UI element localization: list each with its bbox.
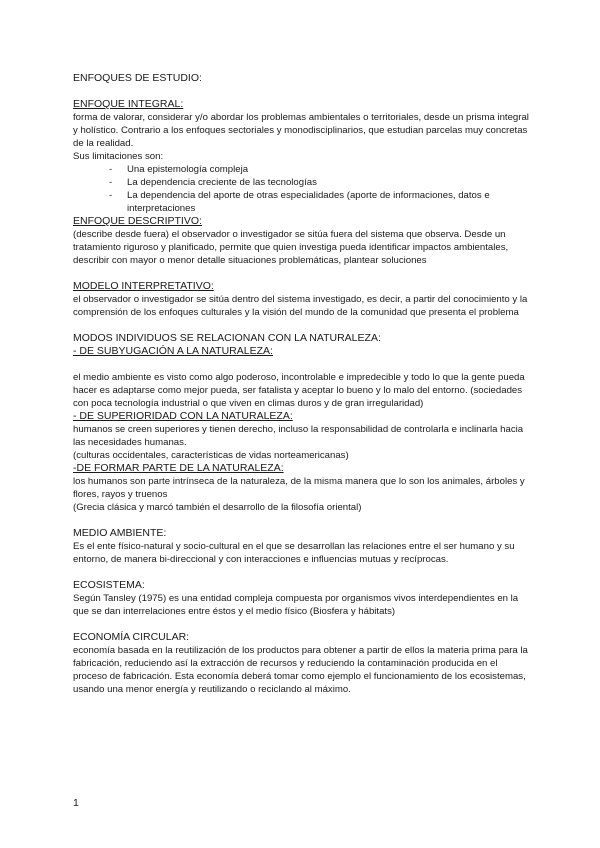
interpretativo-body: el observador o investigador se sitúa dentro del sistema investigado, es decir, a partir del conocimiento y la comprensión de los enfoques culturales y la visión del mundo de la comunidad que presenta el problema [73, 294, 528, 318]
superioridad-heading: - DE SUPERIORIDAD CON LA NATURALEZA: [73, 410, 293, 422]
superioridad-note: (culturas occidentales, características de vidas norteamericanas) [73, 450, 349, 461]
integral-body: forma de valorar, considerar y/o abordar los problemas ambientales o territoriales, desde un prisma integral y holístico. Contrario a los enfoques sectoriales y monodisciplinarios, que estudian parcelas muy concretas de la realidad. [73, 112, 529, 149]
subyugacion-body: el medio ambiente es visto como algo poderoso, incontrolable e impredecible y todo lo que la gente pueda hacer es adaptarse como mejor pueda, ser fatalista y aceptar lo bueno y lo malo del entorno. (sociedades con poca tecnología industrial o que viven en climas duros y de gran irregularidad) [73, 372, 525, 409]
integral-heading: ENFOQUE INTEGRAL: [73, 98, 184, 110]
list-item: - Una epistemología compleja [109, 163, 533, 176]
subyugacion-heading: - DE SUBYUGACIÓN A LA NATURALEZA: [73, 345, 273, 357]
limits-label: Sus limitaciones son: [73, 151, 164, 162]
document-title: ENFOQUES DE ESTUDIO: [73, 72, 202, 84]
modos-heading: MODOS INDIVIDUOS SE RELACIONAN CON LA NATURALEZA: [73, 332, 381, 344]
economia-body: economía basada en la reutilización de los productos para obtener a partir de ellos la materia prima para la fabricación, reduciendo así la extracción de recursos y reduciendo la contaminación producida en el proceso de fabricación. Esta economía deberá tomar como ejemplo el funcionamiento de los ecosistemas, usando una menor energía y reutilizando o reciclando al máximo. [73, 645, 528, 695]
interpretativo-heading: MODELO INTERPRETATIVO: [73, 280, 214, 292]
formar-parte-body: los humanos son parte intrínseca de la naturaleza, de la misma manera que lo son los animales, árboles y flores, rayos y truenos [73, 476, 525, 500]
ecosistema-heading: ECOSISTEMA: [73, 579, 145, 591]
document-body [73, 72, 533, 696]
descriptivo-heading: ENFOQUE DESCRIPTIVO: [73, 215, 202, 227]
formar-parte-heading: -DE FORMAR PARTE DE LA NATURALEZA: [73, 462, 284, 474]
formar-parte-note: (Grecia clásica y marcó también el desarrollo de la filosofía oriental) [73, 502, 362, 513]
economia-heading: ECONOMÍA CIRCULAR: [73, 631, 190, 643]
medio-body: Es el ente físico-natural y socio-cultural en el que se desarrollan las relaciones entre el ser humano y su entorno, de manera bi-direccional y con interacciones e influencias mutuas y recíprocas. [73, 541, 515, 565]
descriptivo-body: (describe desde fuera) el observador o investigador se sitúa fuera del sistema que observa. Desde un tratamiento riguroso y planificado, permite que quien investiga pueda identificar impactos ambientales, describir con mayor o menor detalle situaciones problemáticas, plantear soluciones [73, 229, 509, 266]
list-item: - La dependencia creciente de las tecnologías [109, 176, 533, 189]
ecosistema-body: Según Tansley (1975) es una entidad compleja compuesta por organismos vivos interdependientes en la que se dan interrelaciones entre éstos y el medio físico (Biosfera y hábitats) [73, 593, 519, 617]
medio-heading: MEDIO AMBIENTE: [73, 527, 167, 539]
superioridad-body: humanos se creen superiores y tienen derecho, incluso la responsabilidad de controlarla e inclinarla hacia las necesidades humanas. [73, 424, 524, 448]
list-item: - La dependencia del aporte de otras especialidades (aporte de informaciones, datos e interpretaciones [109, 189, 533, 215]
limits-list [73, 163, 533, 215]
page-number: 1 [73, 797, 79, 809]
